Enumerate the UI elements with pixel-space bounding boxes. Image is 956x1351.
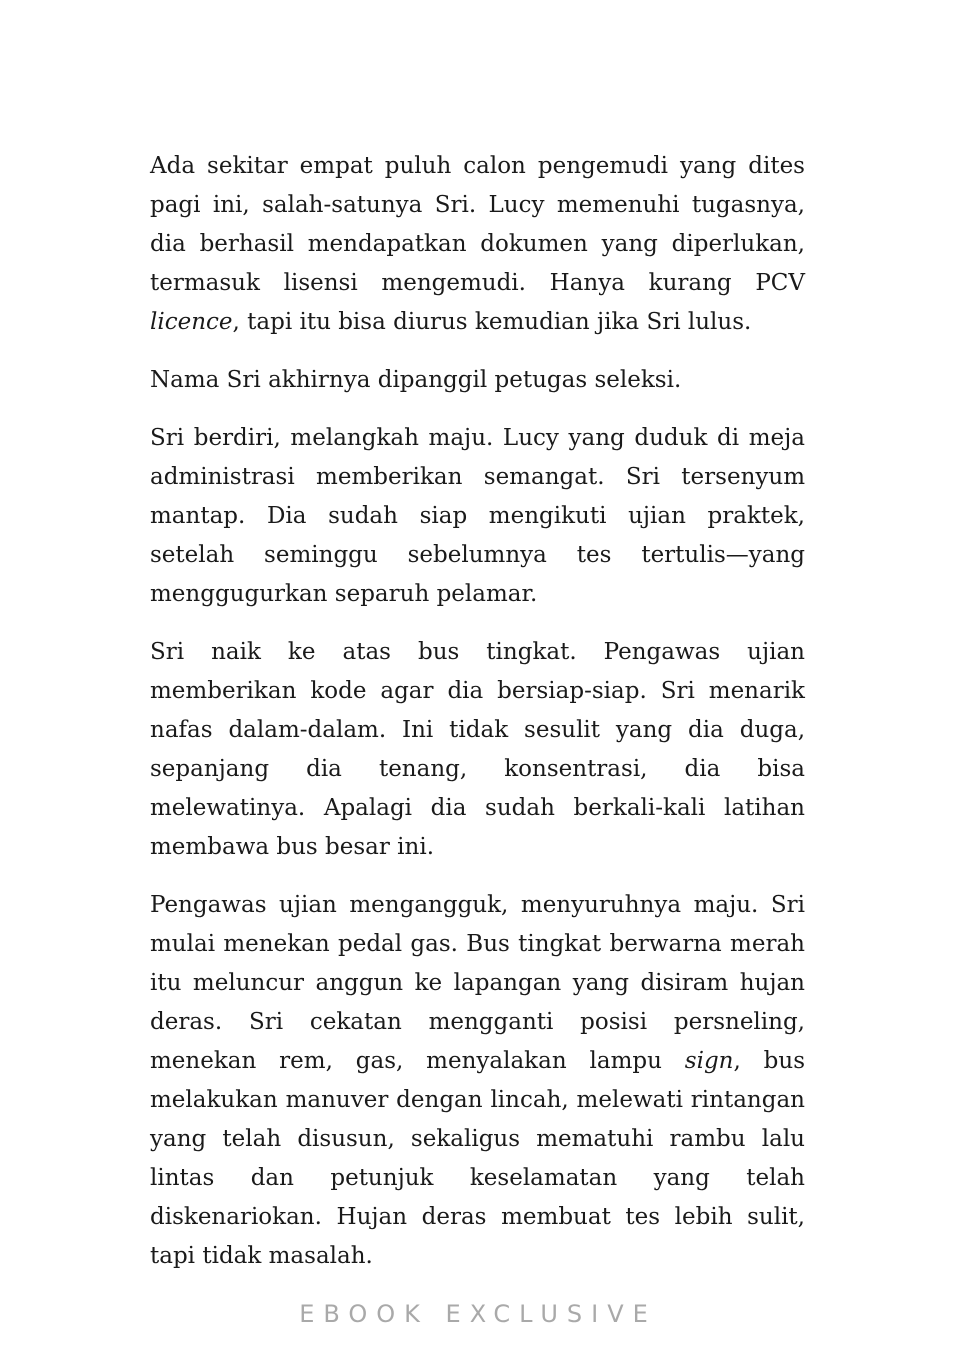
paragraph-4-text: Sri naik ke atas bus tingkat. Pengawas ujian memberikan kode agar dia bersiap-siap. Sri menarik nafas dalam-dalam. Ini tidak sesulit yang dia duga, sepanjang dia tenang, konsentrasi, dia bisa melewatinya. Apalagi dia sudah berkali-kali latihan membawa bus besar ini. — [150, 639, 805, 860]
paragraph-2 — [150, 361, 805, 400]
paragraph-1-italic: licence — [150, 309, 233, 335]
paragraph-1-text: Ada sekitar empat puluh calon pengemudi yang dites pagi ini, salah-satunya Sri. Lucy memenuhi tugasnya, dia berhasil mendapatkan dokumen yang diperlukan, termasuk lisensi mengemudi. Hanya kurang PCV — [150, 153, 805, 296]
footer-ebook-exclusive: EBOOK EXCLUSIVE — [299, 1300, 657, 1328]
paragraph-5 — [150, 886, 805, 1276]
paragraph-1-text-end: , tapi itu bisa diurus kemudian jika Sri lulus. — [232, 309, 752, 335]
paragraph-3 — [150, 419, 805, 614]
paragraph-3-text: Sri berdiri, melangkah maju. Lucy yang duduk di meja administrasi memberikan semangat. Sri tersenyum mantap. Dia sudah siap mengikuti ujian praktek, setelah seminggu sebelumnya tes tertulis—yang menggugurkan separuh pelamar. — [150, 425, 805, 607]
paragraph-1 — [150, 147, 805, 342]
page-body — [150, 147, 805, 1295]
paragraph-4 — [150, 633, 805, 867]
paragraph-5-text: Pengawas ujian mengangguk, menyuruhnya maju. Sri mulai menekan pedal gas. Bus tingkat berwarna merah itu meluncur anggun ke lapangan yang disiram hujan deras. Sri cekatan mengganti posisi persneling, menekan rem, gas, menyalakan lampu — [150, 892, 805, 1074]
paragraph-2-text: Nama Sri akhirnya dipanggil petugas seleksi. — [150, 367, 682, 393]
paragraph-5-italic: sign — [684, 1048, 734, 1074]
paragraph-5-text-end: , bus melakukan manuver dengan lincah, melewati rintangan yang telah disusun, sekaligus mematuhi rambu lalu lintas dan petunjuk keselamatan yang telah diskenariokan. Hujan deras membuat tes lebih sulit, tapi tidak masalah. — [150, 1048, 805, 1269]
